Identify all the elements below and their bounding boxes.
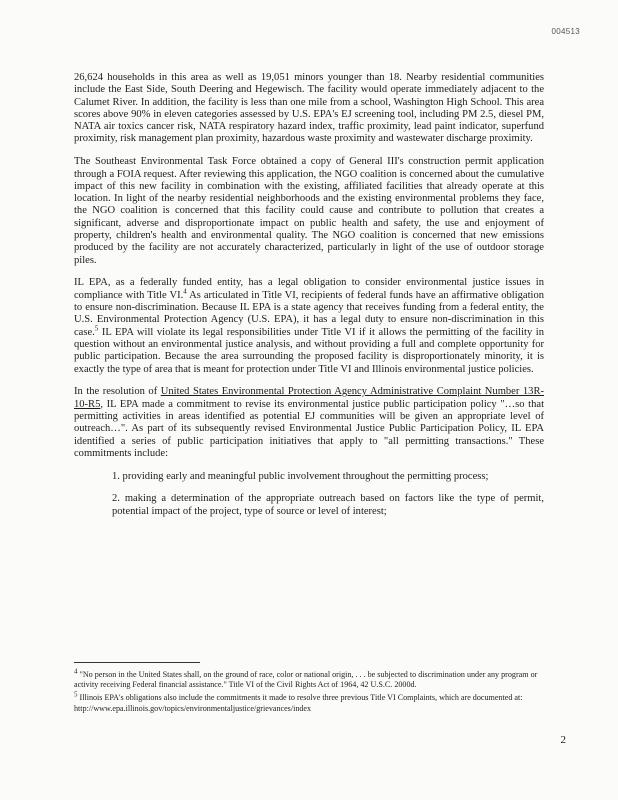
paragraph-title-vi: [74, 277, 544, 375]
footnote-5: [74, 690, 562, 713]
paragraph-ngo-concerns: The Southeast Environmental Task Force obtained a copy of General III's construction permit application through a FOIA request. After reviewing this application, the NGO coalition is concerned about the cumulative impact of this new facility in combination with the existing, affiliated facilities that already operate at this location. In light of the nearby residential neighborhoods and the existing environmental problems they face, the NGO coalition is concerned that this facility could cause and contribute to pollution that creates a significant, adverse and disproportionate impact on public health and safety, the use and enjoyment of property, children's health and environmental quality. The NGO coalition is concerned that new emissions produced by the facility are not accurately characterized, particularly in light of the use of outdoor storage piles.: [74, 156, 544, 266]
title-vi-text-a: IL EPA, as a federally funded entity, has a legal obligation to consider environmental justice issues in compliance with Title VI.: [74, 277, 544, 301]
footnote-5-text: Illinois EPA's obligations also include the commitments it made to resolve three previous Title VI Complaints, which are documented at: http://www.epa.illinois.gov/topics/environmentaljustice/grievances/index: [74, 693, 523, 713]
title-vi-text-c: IL EPA will violate its legal responsibilities under Title VI if it allows the permitting of the facility in question without an environmental justice analysis, and without providing a full and complete opportunity for public participation. Because the area surrounding the proposed facility is disproportionately minority, it is exactly the type of area that is meant for protection under Title VI and Illinois environmental justice policies.: [74, 326, 544, 375]
document-body: [74, 72, 544, 529]
footnotes: [74, 667, 562, 717]
footnote-divider: [74, 662, 200, 663]
footnote-ref-5[interactable]: 5: [94, 324, 99, 333]
paragraph-demographics: 26,624 households in this area as well as 19,051 minors younger than 18. Nearby residential communities include the East Side, South Deering and Hegewisch. The facility would operate immediately adjacent to the Calumet River. In addition, the facility is less than one mile from a school, Washington High School. This area scores above 90% in eleven categories assessed by U.S. EPA's EJ screening tool, including PM 2.5, diesel PM, NATA air toxics cancer risk, NATA respiratory hazard index, traffic proximity, lead paint indicator, superfund proximity, risk management plan proximity, hazardous waste proximity and wastewater discharge proximity.: [74, 72, 544, 145]
footnote-4-num: 4: [74, 667, 78, 676]
complaint-citation: United States Environmental Protection Agency Administrative Complaint Number 13R-10-R5: [74, 386, 544, 410]
commitment-item-2: 2. making a determination of the appropriate outreach based on factors like the type of permit, potential impact of the project, type of source or level of interest;: [112, 493, 544, 517]
resolution-text-post: , IL EPA made a commitment to revise its environmental justice public participation policy "…so that permitting activities in areas identified as potential EJ communities will be given an appropriate level of outreach…". As part of its subsequently revised Environmental Justice Public Participation Policy, IL EPA identified a series of public participation initiatives that apply to "all permitting transactions." These commitments include:: [74, 398, 544, 459]
footnote-4-text: "No person in the United States shall, on the ground of race, color or national origin, . . . be subjected to discrimination under any program or activity receiving Federal financial assistance." Title VI of the Civil Rights Act of 1964, 42 U.S.C. 2000d.: [74, 670, 538, 690]
title-vi-text-b: As articulated in Title VI, recipients of federal funds have an affirmative obligation to ensure non-discrimination. Because IL EPA is a state agency that receives funding from a federal entity, the U.S. Environmental Protection Agency (U.S. EPA), it has a legal duty to ensure non-discrimination in this case.: [74, 289, 545, 338]
paragraph-resolution: [74, 386, 544, 460]
footnote-5-num: 5: [74, 690, 78, 699]
footnote-ref-4[interactable]: 4: [183, 287, 187, 296]
footnote-4: [74, 667, 562, 690]
commitments-list: [74, 471, 544, 518]
resolution-text-pre: In the resolution of: [74, 386, 161, 398]
bates-number: 004513: [551, 27, 580, 36]
page-number: 2: [560, 734, 566, 746]
commitment-item-1: 1. providing early and meaningful public involvement throughout the permitting process;: [112, 470, 489, 482]
